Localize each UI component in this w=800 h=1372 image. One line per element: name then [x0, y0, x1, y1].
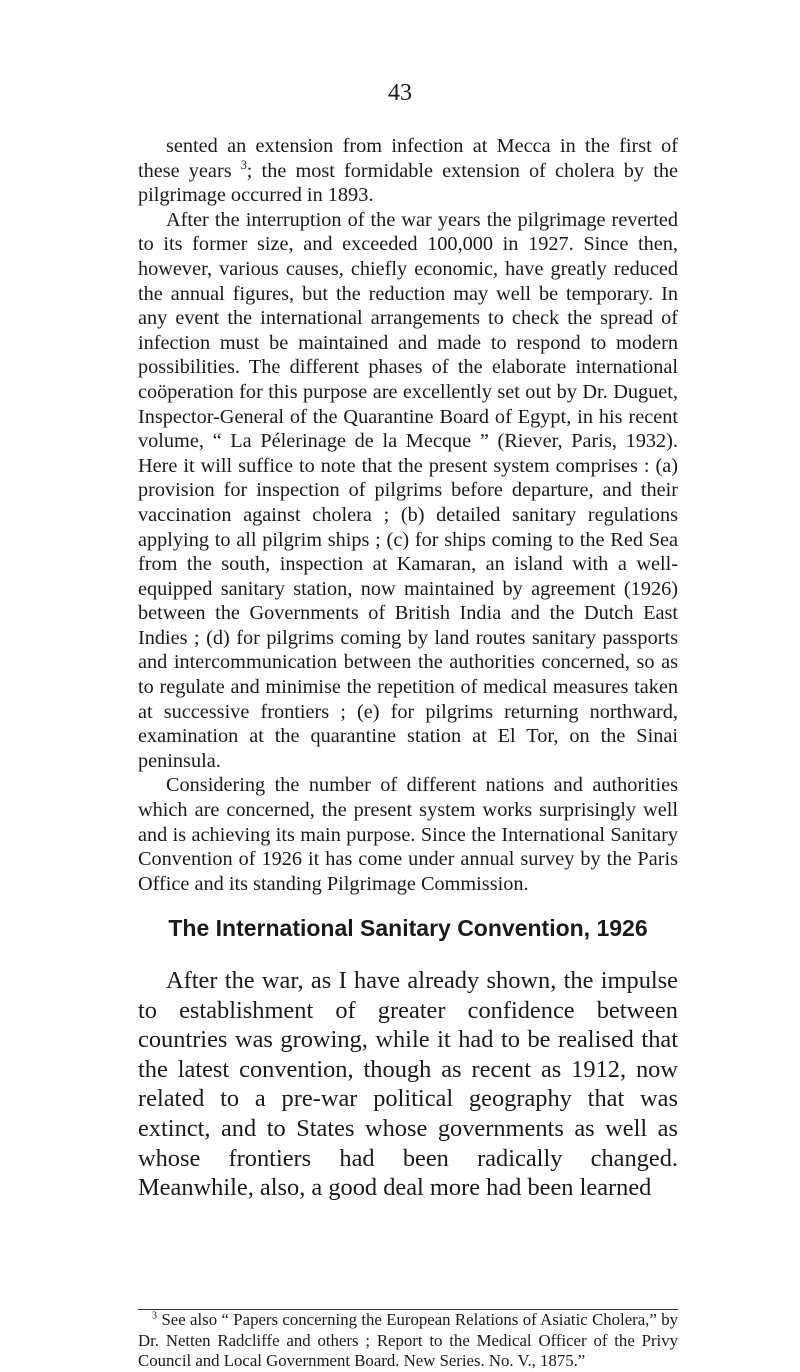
section-heading: The International Sanitary Convention, 1926 [168, 915, 648, 941]
footnote-reference: 3 [240, 157, 247, 172]
main-text-block [138, 134, 678, 896]
footnote-text: See also “ Papers concerning the European Relations of Asiatic Cholera,” by Dr. Netten Radcliffe and others ; Report to the Medical Officer of the Privy Council and Local Government Board. New Series. No. V., 1875.” [138, 1310, 678, 1371]
paragraph-1-text-start: sented an extension from infection at Mecca in the first of these years [138, 135, 678, 182]
paragraph-2: After the interruption of the war years the pilgrimage reverted to its former size, and exceeded 100,000 in 1927. Since then, however, various causes, chiefly economic, have greatly reduced the annual figures, but the reduction may well be temporary. In any event the international arrangements to check the spread of infection must be maintained and made to respond to modern possibilities. The different phases of the elaborate international coöperation for this purpose are excellently set out by Dr. Duguet, Inspector-General of the Quarantine Board of Egypt, in his recent volume, “ La Pélerinage de la Mecque ” (Riever, Paris, 1932). Here it will suffice to note that the present system comprises : (a) provision for inspection of pilgrims before departure, and their vaccination against cholera ; (b) detailed sanitary regulations applying to all pilgrim ships ; (c) for ships coming to the Red Sea from the south, inspection at Kamaran, an island with a well-equipped sanitary station, now maintained by agreement (1926) between the Governments of British India and the Dutch East Indies ; (d) for pilgrims coming by land routes sanitary passports and intercommunication between the authorities concerned, so as to regulate and minimise the repetition of medical measures taken at successive frontiers ; (e) for pilgrims returning northward, examination at the quarantine station at El Tor, on the Sinai peninsula. [138, 208, 678, 772]
footnote [138, 1310, 678, 1372]
footnote-marker: 3 [152, 1310, 158, 1322]
paragraph-1 [138, 134, 678, 208]
page-number: 43 [388, 80, 412, 106]
paragraph-3: Considering the number of different nations and authorities which are concerned, the present system works surprisingly well and is achieving its main purpose. Since the International Sanitary Convention of 1926 it has come under annual survey by the Paris Office and its standing Pilgrimage Commission. [138, 774, 678, 895]
paragraph-1-text-end: ; the most formidable extension of cholera by the pilgrimage occurred in 1893. [138, 159, 678, 207]
section-paragraph: After the war, as I have already shown, the impulse to establishment of greater confidence between countries was growing, while it had to be realised that the latest convention, though as recent as 1912, now related to a pre-war political geography that was extinct, and to States whose governments as well as whose frontiers had been radically changed. Meanwhile, also, a good deal more had been learned [138, 967, 678, 1202]
